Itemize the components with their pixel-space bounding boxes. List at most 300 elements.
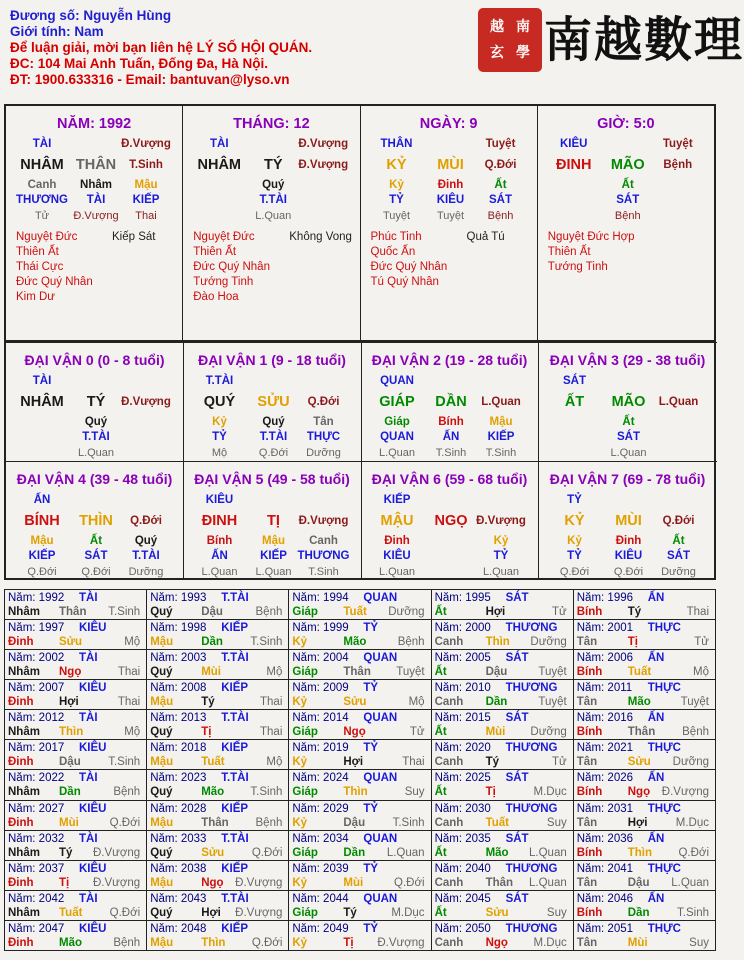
dai-van-branch: DẦN bbox=[435, 394, 467, 410]
hidden-god: TỶ bbox=[389, 194, 404, 206]
year-label: Năm: 2046 bbox=[576, 892, 634, 905]
hidden-status: Tử bbox=[34, 210, 50, 222]
year-stem: Ất bbox=[434, 786, 447, 799]
dai-van-0 bbox=[6, 342, 184, 461]
dai-van-branch: TỊ bbox=[267, 513, 280, 529]
year-stem: Giáp bbox=[292, 606, 318, 618]
dai-van-stem: BÍNH bbox=[24, 513, 60, 529]
hidden-status: Bệnh bbox=[487, 210, 514, 222]
year-cell bbox=[573, 590, 715, 620]
year-label: Năm: 2009 bbox=[292, 682, 349, 695]
year-cell bbox=[431, 830, 573, 860]
year-cell bbox=[5, 860, 147, 890]
pillar-branch-status: Bệnh bbox=[663, 159, 693, 171]
contact-notice: Để luận giải, mời bạn liên hệ LÝ SỐ HỘI QUÁN. bbox=[10, 40, 313, 55]
year-branch: Tý bbox=[343, 906, 357, 919]
year-status: Đ.Vượng bbox=[235, 876, 283, 889]
year-god: KIÊU bbox=[79, 862, 107, 875]
year-branch: Tị bbox=[343, 936, 354, 949]
star-row bbox=[193, 245, 352, 260]
star-row bbox=[371, 260, 505, 275]
year-god: T.TÀI bbox=[221, 712, 249, 725]
year-status: L.Quan bbox=[529, 846, 567, 859]
year-cell bbox=[147, 800, 289, 830]
year-label: Năm: 2022 bbox=[8, 772, 65, 785]
year-branch: Thân bbox=[59, 606, 87, 618]
pillar-2 bbox=[360, 106, 537, 340]
year-stem: Bính bbox=[576, 906, 603, 919]
year-label: Năm: 2034 bbox=[292, 832, 349, 845]
year-label: Năm: 2045 bbox=[434, 892, 491, 905]
star-left: Đức Quý Nhân bbox=[193, 261, 270, 273]
year-stem: Giáp bbox=[292, 726, 318, 739]
pillar-title: NGÀY: 9 bbox=[419, 116, 478, 132]
year-cell bbox=[573, 650, 715, 680]
hidden-stem: Giáp bbox=[384, 416, 410, 428]
year-branch: Hợi bbox=[343, 756, 364, 769]
year-cell bbox=[289, 800, 431, 830]
hidden-god: ẤN bbox=[211, 550, 228, 562]
year-status: Tử bbox=[552, 756, 567, 769]
year-branch: Dần bbox=[343, 846, 366, 859]
year-cell bbox=[289, 770, 431, 800]
dai-van-title: ĐẠI VẬN 3 (29 - 38 tuổi) bbox=[549, 352, 706, 368]
year-god: SÁT bbox=[505, 592, 529, 604]
pillar-branch: MÃO bbox=[610, 157, 645, 173]
year-label: Năm: 2043 bbox=[150, 892, 207, 905]
brand-logo bbox=[476, 6, 744, 78]
year-branch: Dậu bbox=[201, 606, 223, 618]
dai-van-status: Đ.Vượng bbox=[298, 515, 349, 527]
dai-van-4 bbox=[6, 461, 184, 580]
year-god: KIÊU bbox=[79, 622, 107, 635]
year-god: SÁT bbox=[505, 832, 529, 845]
year-label: Năm: 2016 bbox=[576, 712, 634, 725]
star-row bbox=[548, 260, 644, 275]
year-status: Tuyệt bbox=[538, 696, 567, 709]
year-god: QUAN bbox=[363, 652, 398, 665]
year-god: SÁT bbox=[505, 892, 529, 905]
pillar-top-status: Tuyệt bbox=[662, 138, 693, 150]
owner-info bbox=[10, 8, 312, 88]
hidden-god: T.TÀI bbox=[259, 431, 288, 443]
hidden-status: Q.Đới bbox=[27, 566, 57, 578]
year-row bbox=[5, 710, 716, 740]
star-row bbox=[548, 230, 644, 245]
year-branch: Mùi bbox=[627, 936, 648, 949]
year-label: Năm: 1998 bbox=[150, 622, 207, 635]
year-label: Năm: 1994 bbox=[292, 592, 349, 604]
pillar-0 bbox=[6, 106, 182, 340]
star-row bbox=[371, 275, 505, 290]
year-god: THƯƠNG bbox=[505, 622, 558, 635]
year-label: Năm: 2048 bbox=[150, 922, 207, 935]
year-stem: Mậu bbox=[150, 876, 174, 889]
year-god: KIẾP bbox=[221, 802, 249, 815]
year-cell bbox=[431, 800, 573, 830]
year-status: Q.Đới bbox=[109, 816, 141, 829]
year-cell bbox=[289, 920, 431, 950]
year-label: Năm: 2028 bbox=[150, 802, 207, 815]
hidden-stem: Kỷ bbox=[212, 416, 227, 428]
year-cell bbox=[289, 680, 431, 710]
year-status: Thai bbox=[686, 606, 709, 618]
year-branch: Dậu bbox=[59, 756, 81, 769]
year-branch: Thìn bbox=[59, 726, 84, 739]
year-stem: Ất bbox=[434, 606, 447, 618]
year-stem: Ất bbox=[434, 726, 447, 739]
year-branch: Tuất bbox=[59, 906, 83, 919]
year-cell bbox=[147, 590, 289, 620]
year-status: Q.Đới bbox=[251, 846, 283, 859]
year-god: TỶ bbox=[363, 802, 379, 815]
year-god: THƯƠNG bbox=[505, 682, 558, 695]
year-label: Năm: 2032 bbox=[8, 832, 65, 845]
pillar-top-god: KIÊU bbox=[560, 138, 588, 150]
year-branch: Mùi bbox=[59, 816, 79, 829]
hidden-stem: Kỷ bbox=[389, 179, 404, 191]
year-god: TÀI bbox=[79, 592, 98, 604]
year-label: Năm: 2023 bbox=[150, 772, 207, 785]
year-god: THƯƠNG bbox=[505, 742, 558, 755]
year-god: TÀI bbox=[79, 772, 98, 785]
year-status: Suy bbox=[546, 816, 567, 829]
pillar-branch: TÝ bbox=[263, 157, 283, 173]
dai-van-stem: ĐINH bbox=[201, 513, 238, 529]
year-branch: Tị bbox=[201, 726, 212, 739]
year-branch: Ngọ bbox=[59, 666, 82, 679]
year-label: Năm: 1992 bbox=[8, 592, 65, 604]
dai-van-branch: MÙI bbox=[615, 513, 642, 529]
pillar-branch: MÙI bbox=[437, 157, 464, 173]
pillar-top-status: Tuyệt bbox=[485, 138, 516, 150]
hidden-stem: Canh bbox=[309, 535, 338, 547]
hidden-god: SÁT bbox=[489, 194, 512, 206]
year-status: Thai bbox=[117, 666, 141, 679]
year-god: KIẾP bbox=[221, 862, 249, 875]
year-god: THƯƠNG bbox=[505, 862, 558, 875]
dai-van-god: KIẾP bbox=[383, 494, 411, 506]
year-stem: Giáp bbox=[292, 846, 318, 859]
year-status: M.Dục bbox=[391, 906, 425, 919]
year-cell bbox=[573, 770, 715, 800]
year-god: SÁT bbox=[505, 712, 529, 725]
year-stem: Mậu bbox=[150, 696, 174, 709]
hidden-god: QUAN bbox=[380, 431, 414, 443]
year-god: T.TÀI bbox=[221, 832, 249, 845]
hidden-god: THƯƠNG bbox=[297, 550, 350, 562]
year-branch: Dần bbox=[59, 786, 81, 799]
dai-van-status: Q.Đới bbox=[130, 515, 162, 527]
year-branch: Mùi bbox=[343, 876, 364, 889]
star-left: Thiên Ất bbox=[193, 246, 237, 258]
year-cell bbox=[147, 650, 289, 680]
year-god: TÀI bbox=[79, 832, 98, 845]
year-cell bbox=[431, 740, 573, 770]
year-cell bbox=[431, 590, 573, 620]
year-cell bbox=[573, 800, 715, 830]
dai-van-7 bbox=[539, 461, 717, 580]
star-left: Đào Hoa bbox=[193, 291, 239, 303]
year-cell bbox=[147, 620, 289, 650]
hidden-status: Q.Đới bbox=[258, 447, 289, 459]
year-branch: Dậu bbox=[627, 876, 650, 889]
year-status: Bệnh bbox=[255, 606, 283, 618]
hidden-status: Dưỡng bbox=[128, 566, 164, 578]
year-branch: Hợi bbox=[59, 696, 79, 709]
hidden-stem: Ất bbox=[672, 535, 685, 547]
year-row bbox=[5, 650, 716, 680]
year-status: Tuyệt bbox=[538, 666, 567, 679]
year-status: Mộ bbox=[693, 666, 709, 679]
hidden-god: SÁT bbox=[667, 550, 690, 562]
year-branch: Tuất bbox=[485, 816, 509, 829]
year-branch: Dậu bbox=[343, 816, 366, 829]
star-left: Nguyệt Đức bbox=[193, 231, 255, 243]
dai-van-stem: QUÝ bbox=[203, 394, 236, 410]
year-branch: Sửu bbox=[627, 756, 651, 769]
pillar-stars bbox=[193, 230, 352, 305]
year-god: KIẾP bbox=[221, 922, 249, 935]
star-left: Kim Dư bbox=[16, 291, 56, 303]
year-god: KIÊU bbox=[79, 802, 107, 815]
year-cell bbox=[289, 710, 431, 740]
year-cell bbox=[147, 710, 289, 740]
dai-van-1 bbox=[184, 342, 362, 461]
year-stem: Nhâm bbox=[8, 666, 40, 679]
year-cell bbox=[431, 860, 573, 890]
year-branch: Thân bbox=[201, 816, 229, 829]
year-stem: Mậu bbox=[150, 756, 174, 769]
year-cell bbox=[289, 830, 431, 860]
year-god: SÁT bbox=[505, 772, 529, 785]
pillar-top-god: TÀI bbox=[32, 138, 52, 150]
year-stem: Đinh bbox=[8, 696, 34, 709]
year-god: KIÊU bbox=[79, 922, 107, 935]
year-god: THỰC bbox=[647, 802, 681, 815]
hidden-status: Đ.Vượng bbox=[73, 210, 119, 222]
year-status: T.Sinh bbox=[108, 606, 141, 618]
hidden-stem: Bính bbox=[438, 416, 464, 428]
star-row bbox=[193, 260, 352, 275]
dai-van-grid bbox=[4, 342, 716, 580]
hidden-god: ẤN bbox=[442, 431, 460, 443]
year-branch: Ngọ bbox=[201, 876, 224, 889]
year-branch: Mão bbox=[343, 636, 367, 649]
year-god: QUAN bbox=[363, 592, 398, 604]
year-row bbox=[5, 740, 716, 770]
year-cell bbox=[5, 590, 147, 620]
year-status: L.Quan bbox=[671, 876, 709, 889]
year-cell bbox=[431, 620, 573, 650]
year-label: Năm: 2031 bbox=[576, 802, 634, 815]
dai-van-stem: KỶ bbox=[564, 513, 585, 529]
year-branch: Ngọ bbox=[627, 786, 651, 799]
year-status: M.Dục bbox=[675, 816, 709, 829]
dai-van-branch: MÃO bbox=[611, 394, 646, 410]
year-label: Năm: 2011 bbox=[576, 682, 633, 695]
year-status: Đ.Vượng bbox=[92, 876, 141, 889]
dai-van-6 bbox=[361, 461, 539, 580]
hidden-status: Tuyệt bbox=[382, 210, 411, 222]
star-row bbox=[371, 230, 505, 245]
year-stem: Đinh bbox=[8, 756, 34, 769]
year-label: Năm: 2035 bbox=[434, 832, 491, 845]
year-cell bbox=[5, 680, 147, 710]
year-cell bbox=[289, 890, 431, 920]
year-branch: Mùi bbox=[485, 726, 506, 739]
star-left: Tướng Tinh bbox=[547, 261, 608, 273]
year-label: Năm: 2036 bbox=[576, 832, 634, 845]
year-stem: Quý bbox=[150, 906, 173, 919]
hidden-status: T.Sinh bbox=[308, 566, 339, 578]
year-branch: Dần bbox=[627, 906, 650, 919]
year-branch: Dần bbox=[485, 696, 508, 709]
year-stem: Bính bbox=[576, 666, 603, 679]
year-label: Năm: 2015 bbox=[434, 712, 491, 725]
year-stem: Quý bbox=[150, 846, 173, 859]
dai-van-branch: TÝ bbox=[86, 394, 106, 410]
hidden-stem: Quý bbox=[262, 179, 285, 191]
year-label: Năm: 1993 bbox=[150, 592, 207, 604]
year-branch: Thân bbox=[343, 666, 371, 679]
year-status: T.Sinh bbox=[392, 816, 425, 829]
year-stem: Đinh bbox=[8, 936, 34, 949]
year-status: T.Sinh bbox=[677, 906, 709, 919]
year-label: Năm: 2025 bbox=[434, 772, 491, 785]
year-stem: Mậu bbox=[150, 636, 174, 649]
dai-van-stem: GIÁP bbox=[379, 394, 415, 410]
year-status: Suy bbox=[546, 906, 567, 919]
year-stem: Bính bbox=[576, 606, 603, 618]
brand-calligraphy: 南越數理 bbox=[544, 12, 744, 68]
year-status: Mộ bbox=[266, 756, 283, 769]
dai-van-title: ĐẠI VẬN 4 (39 - 48 tuổi) bbox=[16, 471, 173, 487]
year-status: Đ.Vượng bbox=[661, 786, 709, 799]
year-branch: Hợi bbox=[627, 816, 648, 829]
year-stem: Tân bbox=[576, 636, 598, 649]
pillar-stars bbox=[16, 230, 155, 305]
year-god: QUAN bbox=[363, 772, 398, 785]
hidden-god: KIẾP bbox=[487, 431, 515, 443]
year-status: Dưỡng bbox=[530, 636, 567, 649]
dai-van-title: ĐẠI VẬN 2 (19 - 28 tuổi) bbox=[371, 352, 528, 368]
year-stem: Quý bbox=[150, 666, 173, 679]
year-stem: Bính bbox=[576, 846, 603, 859]
star-right: Kiếp Sát bbox=[112, 231, 156, 243]
year-cell bbox=[573, 740, 715, 770]
pillar-stem: NHÂM bbox=[20, 157, 64, 173]
hidden-stem: Ất bbox=[621, 179, 634, 191]
dai-van-branch: SỬU bbox=[257, 394, 290, 410]
year-label: Năm: 2024 bbox=[292, 772, 349, 785]
year-status: Dưỡng bbox=[530, 726, 567, 739]
year-stem: Tân bbox=[576, 936, 598, 949]
year-branch: Dần bbox=[201, 636, 223, 649]
star-row bbox=[16, 290, 155, 305]
dai-van-status: Q.Đới bbox=[662, 515, 695, 527]
hidden-stem: Đinh bbox=[437, 179, 464, 191]
year-cell bbox=[5, 890, 147, 920]
year-cell bbox=[431, 710, 573, 740]
year-branch: Tị bbox=[59, 876, 70, 889]
year-stem: Tân bbox=[576, 696, 598, 709]
year-label: Năm: 2014 bbox=[292, 712, 349, 725]
year-branch: Thân bbox=[627, 726, 656, 739]
year-stem: Mậu bbox=[150, 816, 174, 829]
year-stem: Giáp bbox=[292, 786, 318, 799]
pillar-title: NĂM: 1992 bbox=[57, 116, 132, 132]
star-row bbox=[548, 245, 644, 260]
year-label: Năm: 2020 bbox=[434, 742, 491, 755]
year-god: TỶ bbox=[363, 742, 379, 755]
star-left: Thiên Ất bbox=[16, 246, 59, 258]
year-god: QUAN bbox=[363, 832, 398, 845]
year-branch: Tý bbox=[627, 606, 642, 618]
annual-luck-table bbox=[4, 589, 716, 951]
hidden-stem: Ất bbox=[89, 535, 103, 547]
year-label: Năm: 2019 bbox=[292, 742, 349, 755]
year-god: THƯƠNG bbox=[505, 922, 558, 935]
pillar-top-god: TÀI bbox=[209, 138, 229, 150]
year-status: Tuyệt bbox=[396, 666, 425, 679]
year-stem: Đinh bbox=[8, 876, 34, 889]
year-status: Thai bbox=[260, 726, 283, 739]
year-status: Tử bbox=[409, 726, 425, 739]
year-stem: Nhâm bbox=[8, 786, 40, 799]
year-stem: Ất bbox=[434, 846, 447, 859]
year-branch: Tuất bbox=[343, 606, 367, 618]
year-branch: Mão bbox=[201, 786, 225, 799]
year-branch: Mão bbox=[485, 846, 509, 859]
year-branch: Thìn bbox=[485, 636, 510, 649]
contact-address: ĐC: 104 Mai Anh Tuấn, Đống Đa, Hà Nội. bbox=[10, 56, 269, 71]
year-cell bbox=[5, 650, 147, 680]
pillar-branch-status: T.Sinh bbox=[129, 159, 163, 171]
pillar-title: THÁNG: 12 bbox=[233, 116, 310, 132]
dai-van-god: TỶ bbox=[567, 494, 582, 506]
year-branch: Ngọ bbox=[343, 726, 366, 739]
year-label: Năm: 2008 bbox=[150, 682, 207, 695]
year-god: THỰC bbox=[647, 922, 681, 935]
year-label: Năm: 1997 bbox=[8, 622, 65, 635]
year-cell bbox=[289, 860, 431, 890]
year-stem: Canh bbox=[434, 756, 464, 769]
year-row bbox=[5, 860, 716, 890]
year-label: Năm: 2006 bbox=[576, 652, 634, 665]
year-god: TỶ bbox=[363, 682, 379, 695]
year-stem: Kỷ bbox=[292, 936, 308, 949]
year-cell bbox=[573, 860, 715, 890]
star-left: Quốc Ấn bbox=[370, 246, 416, 258]
year-cell bbox=[431, 920, 573, 950]
star-row bbox=[16, 275, 155, 290]
year-cell bbox=[573, 620, 715, 650]
year-cell bbox=[5, 710, 147, 740]
year-status: Tử bbox=[694, 636, 709, 649]
year-status: Đ.Vượng bbox=[377, 936, 425, 949]
year-label: Năm: 2033 bbox=[150, 832, 207, 845]
hidden-stem: Mậu bbox=[262, 535, 285, 547]
star-left: Nguyệt Đức Hợp bbox=[547, 231, 635, 243]
star-left: Đức Quý Nhân bbox=[370, 261, 448, 273]
pillar-stem: KỶ bbox=[386, 157, 407, 173]
year-stem: Canh bbox=[434, 876, 464, 889]
year-god: TỶ bbox=[363, 862, 379, 875]
year-label: Năm: 2044 bbox=[292, 892, 349, 905]
year-cell bbox=[5, 770, 147, 800]
hidden-status: L.Quan bbox=[77, 447, 115, 459]
